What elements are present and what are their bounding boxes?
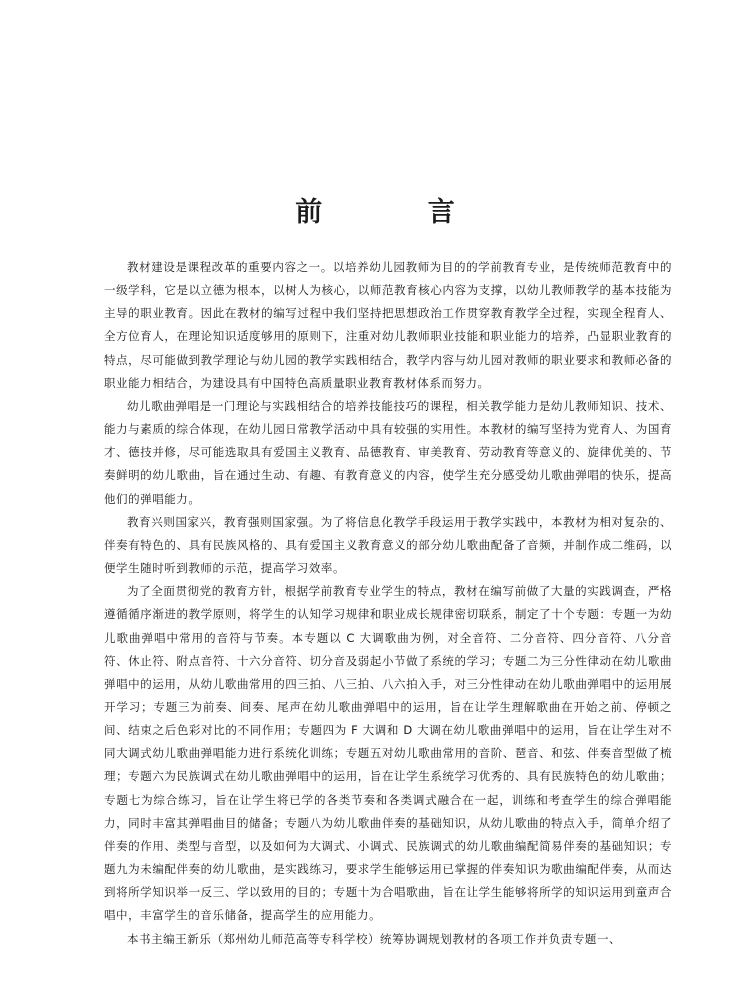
- paragraph-3: 教育兴则国家兴，教育强则国家强。为了将信息化教学手段运用于教学实践中，本教材为相对复杂的、伴奏有特色的、具有民族风格的、具有爱国主义教育意义的部分幼儿歌曲配备了音频，并制作成二维码，以便学生随时听到教师的示范，提高学习效率。: [104, 514, 672, 576]
- paragraph-1: 教材建设是课程改革的重要内容之一。以培养幼儿园教师为目的的学前教育专业，是传统师范教育中的一级学科，它是以立德为根本，以树人为核心，以师范教育核心内容为支撑，以幼儿教师教学的基本技能为主导的职业教育。因此在教材的编写过程中我们坚持把思想政治工作贯穿教育教学全过程，实现全程育人、全方位育人，在理论知识适度够用的原则下，注重对幼儿教师职业技能和职业能力的培养，凸显职业教育的特点，尽可能做到教学理论与幼儿园的教学实践相结合，教学内容与幼儿园对教师的职业要求和教师必备的职业能力相结合，为建设具有中国特色高质量职业教育教材体系而努力。: [104, 260, 672, 390]
- paragraph-4: 为了全面贯彻党的教育方针，根据学前教育专业学生的特点，教材在编写前做了大量的实践调查，严格遵循循序渐进的教学原则，将学生的认知学习规律和职业成长规律密切联系，制定了十个专题：专题一为幼儿歌曲弹唱中常用的音符与节奏。本专题以 C 大调歌曲为例，对全音符、二分音符、四分音符、八分音符、休止符、附点音符、十六分音符、切分音及弱起小节做了系统的学习；专题二为三分性律动在幼儿歌曲弹唱中的运用，从幼儿歌曲常用的四三拍、八三拍、八六拍入手，对三分性律动在幼儿歌曲弹唱中的运用展开学习；专题三为前奏、间奏、尾声在幼儿歌曲弹唱中的运用，旨在让学生理解歌曲在开始之前、停顿之间、结束之后色彩对比的不同作用；专题四为 F 大调和 D 大调在幼儿歌曲弹唱中的运用，旨在让学生对不同大调式幼儿歌曲弹唱能力进行系统化训练；专题五对幼儿歌曲常用的音阶、琶音、和弦、伴奏音型做了梳理；专题六为民族调式在幼儿歌曲弹唱中的运用，旨在让学生系统学习优秀的、具有民族特色的幼儿歌曲；专题七为综合练习，旨在让学生将已学的各类节奏和各类调式融合在一起，训练和考查学生的综合弹唱能力，同时丰富其弹唱曲目的储备；专题八为幼儿歌曲伴奏的基础知识，从幼儿歌曲的特点入手，简单介绍了伴奏的作用、类型与音型，以及如何为大调式、小调式、民族调式的幼儿歌曲编配简易伴奏的基础知识；专题九为未编配伴奏的幼儿歌曲，是实践练习，要求学生能够运用已掌握的伴奏知识为歌曲编配伴奏，从而达到将所学知识举一反三、学以致用的目的；专题十为合唱歌曲，旨在让学生能够将所学的知识运用到童声合唱中，丰富学生的音乐储备，提高学生的应用能力。: [104, 584, 672, 923]
- paragraph-2: 幼儿歌曲弹唱是一门理论与实践相结合的培养技能技巧的课程，相关教学能力是幼儿教师知识、技术、能力与素质的综合体现，在幼儿园日常教学活动中具有较强的实用性。本教材的编写坚持为党育人、为国育才、德技并修，尽可能选取具有爱国主义教育、品德教育、审美教育、劳动教育等意义的、旋律优美的、节奏鲜明的幼儿歌曲，旨在通过生动、有趣、有教育意义的内容，使学生充分感受幼儿歌曲弹唱的快乐，提高他们的弹唱能力。: [104, 398, 672, 506]
- page-title: 前 言: [295, 197, 503, 229]
- paragraph-5: 本书主编王新乐（郑州幼儿师范高等专科学校）统筹协调规划教材的各项工作并负责专题一、: [127, 931, 622, 946]
- preface-body: [104, 256, 672, 951]
